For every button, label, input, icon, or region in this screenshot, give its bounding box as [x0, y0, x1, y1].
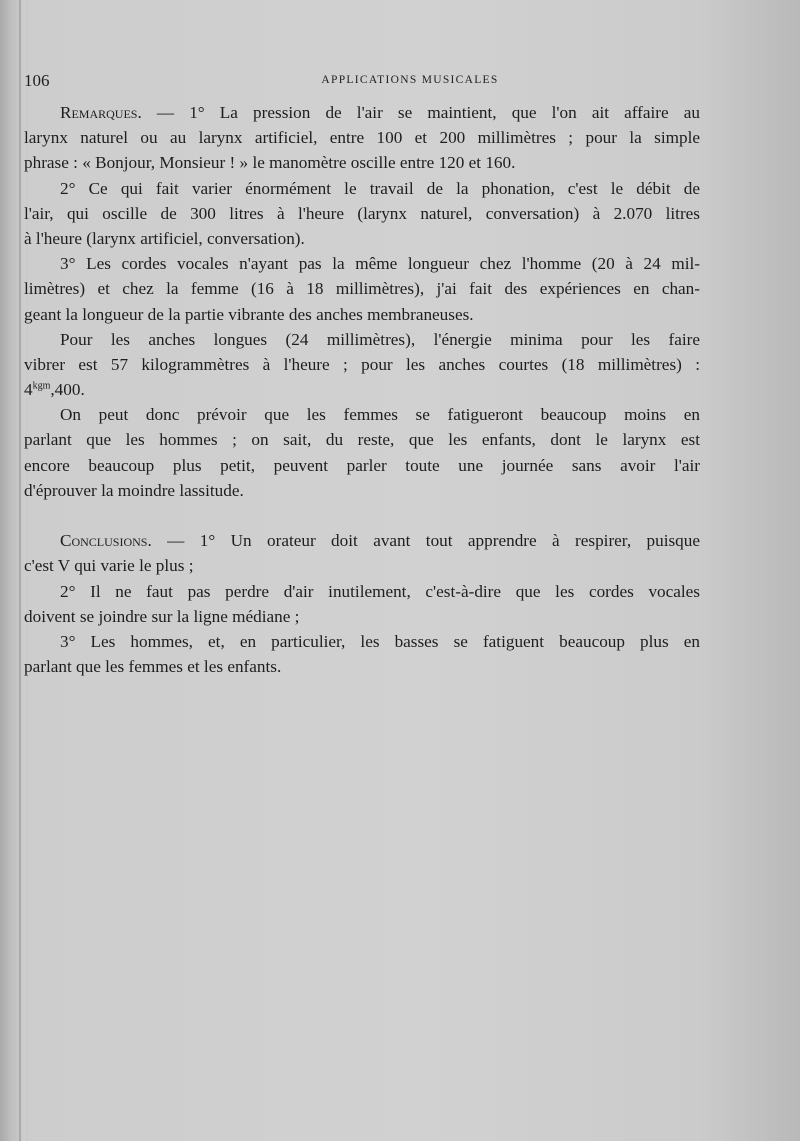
energy-value-line	[24, 377, 700, 402]
gutter-shadow-line	[19, 0, 21, 1141]
text-line: On peut donc prévoir que les femmes se fatigueront beaucoup moins en	[60, 405, 700, 425]
text-line: l'air, qui oscille de 300 litres à l'heure (larynx naturel, conversation) à 2.070 litres	[24, 203, 700, 223]
text-line: 3° Les cordes vocales n'ayant pas la même longueur chez l'homme (20 à 24 mil-	[60, 254, 700, 274]
text-line: Pour les anches longues (24 millimètres), l'énergie minima pour les faire	[60, 329, 700, 349]
energy-value: 4	[24, 380, 33, 400]
page-body	[24, 100, 700, 679]
text-line: encore beaucoup plus petit, peuvent parler toute une journée sans avoir l'air	[24, 455, 700, 475]
text-line: parlant que les hommes ; on sait, du reste, que les enfants, dont le larynx est	[24, 430, 700, 450]
text-line-content: — 1° Un orateur doit avant tout apprendre à respirer, puisque	[151, 531, 700, 551]
text-line	[24, 528, 700, 553]
text-line: à l'heure (larynx artificiel, conversation).	[24, 228, 305, 248]
energy-unit: kgm	[32, 380, 51, 392]
page-number: 106	[24, 71, 50, 90]
text-line: c'est V qui varie le plus ;	[24, 556, 194, 576]
text-line: limètres) et chez la femme (16 à 18 millimètres), j'ai fait des expériences en chan-	[24, 279, 700, 299]
text-line: phrase : « Bonjour, Monsieur ! » le manomètre oscille entre 120 et 160.	[24, 153, 516, 173]
section-spacer	[24, 503, 700, 528]
running-head: APPLICATIONS MUSICALES	[321, 74, 499, 86]
text-line: 2° Il ne faut pas perdre d'air inutilement, c'est-à-dire que les cordes vocales	[60, 581, 700, 601]
text-line: geant la longueur de la partie vibrante des anches membraneuses.	[24, 304, 474, 324]
text-line: larynx naturel ou au larynx artificiel, entre 100 et 200 millimètres ; pour la simple	[24, 128, 700, 148]
text-line-content: — 1° La pression de l'air se maintient, que l'on ait affaire au	[141, 103, 700, 122]
section-label-conclusions: Conclusions.	[60, 531, 152, 551]
text-line: doivent se joindre sur la ligne médiane ;	[24, 606, 300, 626]
text-line: 3° Les hommes, et, en particulier, les basses se fatiguent beaucoup plus en	[60, 631, 700, 651]
energy-value-decimal: ,400.	[50, 380, 85, 400]
text-line: parlant que les femmes et les enfants.	[24, 657, 282, 677]
section-label-remarques: Remarques.	[60, 103, 142, 122]
text-line: vibrer est 57 kilogrammètres à l'heure ; pour les anches courtes (18 millimètres) :	[24, 354, 700, 374]
text-line	[24, 100, 700, 125]
binding-gutter	[0, 0, 26, 1141]
text-line: 2° Ce qui fait varier énormément le travail de la phonation, c'est le débit de	[60, 178, 700, 198]
text-line: d'éprouver la moindre lassitude.	[24, 480, 244, 500]
